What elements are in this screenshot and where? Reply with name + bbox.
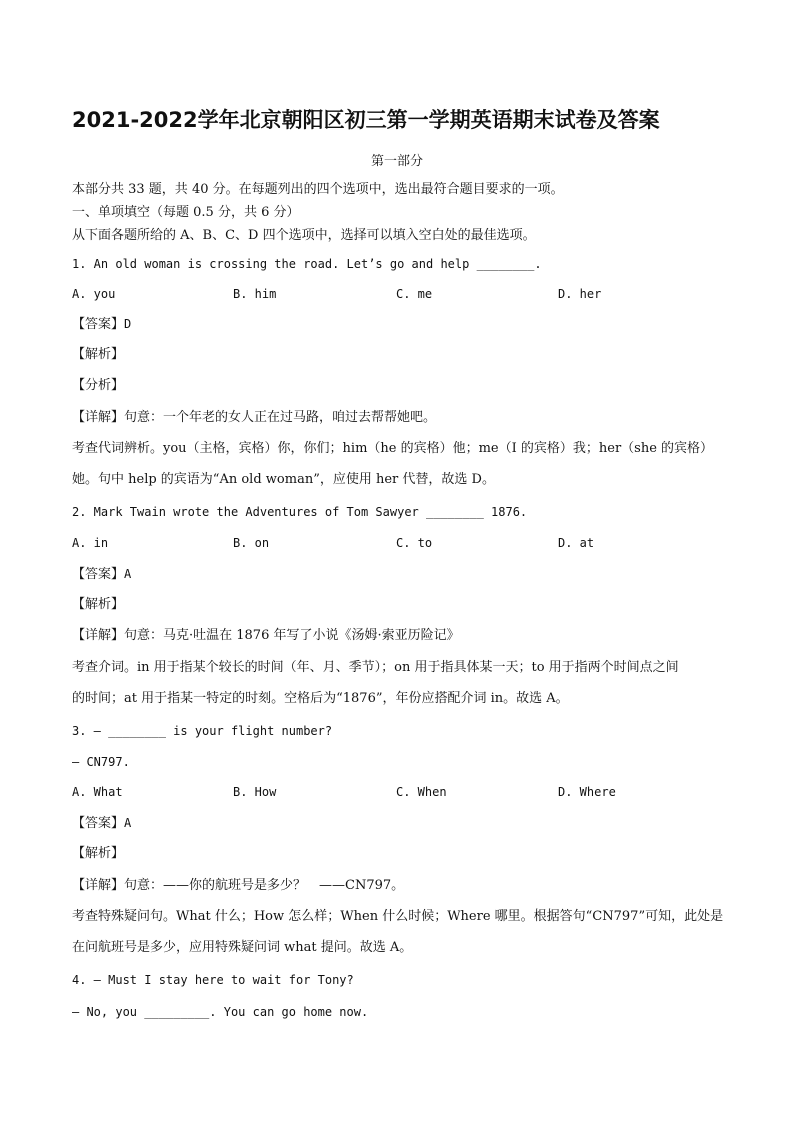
question-stem: 2. Mark Twain wrote the Adventures of Tom Sawyer ________ 1876.	[72, 505, 528, 519]
option-b: B. How	[233, 785, 277, 799]
question-stem: 4. — Must I stay here to wait for Tony?	[72, 973, 354, 987]
detail-line: 【详解】句意：——你的航班号是多少？ ——CN797。	[72, 878, 405, 893]
question-stem: 3. — ________ is your flight number?	[72, 724, 333, 738]
option-c: C. me	[396, 287, 433, 301]
question-reply: — CN797.	[72, 755, 130, 769]
answer-value: D	[124, 317, 132, 331]
detail-line: 考查特殊疑问句。What 什么；How 怎么样；When 什么时候；Where 哪里。根据答句“CN797”可知，此处是	[72, 909, 724, 924]
answer-value: A	[124, 816, 132, 830]
option-b: B. him	[233, 287, 277, 301]
detail-line: 的时间；at 用于指某一特定的时刻。空格后为“1876”，年份应搭配介词 in。故选 A。	[72, 691, 569, 706]
option-a: A. in	[72, 536, 109, 550]
analysis-label: 【解析】	[72, 597, 125, 612]
intro-line: 本部分共 33 题，共 40 分。在每题列出的四个选项中，选出最符合题目要求的一项。	[72, 182, 564, 197]
option-a: A. you	[72, 287, 116, 301]
answer-line	[72, 815, 131, 832]
intro-line: 一、单项填空（每题 0.5 分，共 6 分）	[72, 205, 300, 220]
analysis-label: 【解析】	[72, 347, 125, 362]
detail-line: 考查代词辨析。you（主格，宾格）你，你们；him（he 的宾格）他；me（I 的宾格）我；her（she 的宾格）	[72, 441, 714, 456]
option-c: C. When	[396, 785, 447, 799]
option-d: D. at	[558, 536, 595, 550]
option-c: C. to	[396, 536, 433, 550]
section-title: 第一部分	[370, 154, 423, 169]
detail-line: 【详解】句意：马克·吐温在 1876 年写了小说《汤姆·索亚历险记》	[72, 628, 460, 643]
fenxi-label: 【分析】	[72, 378, 125, 393]
detail-line: 她。句中 help 的宾语为“An old woman”，应使用 her 代替，故选 D。	[72, 472, 495, 487]
option-d: D. Where	[558, 785, 616, 799]
answer-label: 【答案】	[72, 816, 125, 831]
detail-line: 考查介词。in 用于指某个较长的时间（年、月、季节）；on 用于指具体某一天；to 用于指两个时间点之间	[72, 660, 679, 675]
answer-value: A	[124, 567, 132, 581]
answer-line	[72, 566, 131, 583]
intro-line: 从下面各题所给的 A、B、C、D 四个选项中，选择可以填入空白处的最佳选项。	[72, 228, 536, 243]
option-a: A. What	[72, 785, 123, 799]
detail-line: 【详解】句意：一个年老的女人正在过马路，咱过去帮帮她吧。	[72, 410, 437, 425]
answer-label: 【答案】	[72, 567, 125, 582]
option-b: B. on	[233, 536, 270, 550]
analysis-label: 【解析】	[72, 846, 125, 861]
answer-line	[72, 316, 131, 333]
answer-label: 【答案】	[72, 317, 125, 332]
page-title: 2021-2022学年北京朝阳区初三第一学期英语期末试卷及答案	[72, 108, 660, 132]
question-reply: — No, you _________. You can go home now.	[72, 1005, 369, 1019]
detail-line: 在问航班号是多少，应用特殊疑问词 what 提问。故选 A。	[72, 940, 413, 955]
option-d: D. her	[558, 287, 602, 301]
question-stem: 1. An old woman is crossing the road. Let’s go and help ________.	[72, 257, 542, 271]
